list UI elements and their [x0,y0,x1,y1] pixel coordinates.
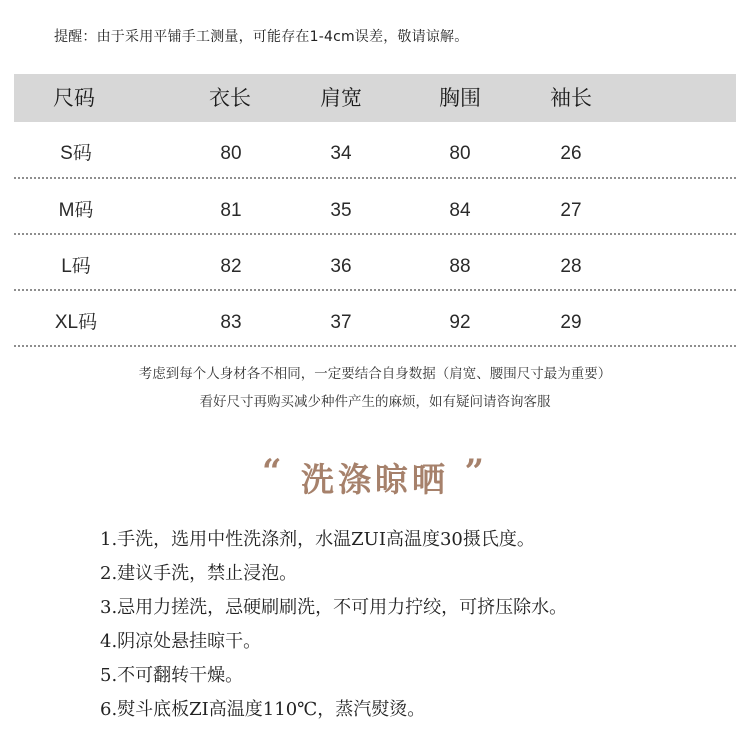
cell-shoulder: 37 [330,312,352,333]
wash-section-title [0,452,750,501]
cell-length: 80 [220,143,242,164]
list-item: 5.不可翻转干燥。 [100,665,244,686]
cell-shoulder: 35 [330,200,352,221]
table-row [14,235,736,291]
header-sleeve: 袖长 [550,86,592,110]
table-row [14,122,736,179]
cell-sleeve: 29 [560,312,582,333]
header-chest: 胸围 [439,86,481,110]
header-length: 衣长 [209,86,251,110]
cell-length: 83 [220,312,242,333]
cell-length: 82 [220,256,242,277]
size-table-header [14,74,736,122]
cell-chest: 84 [449,200,471,221]
cell-sleeve: 27 [560,200,582,221]
wash-instructions-list [100,526,567,730]
measurement-notice: 提醒：由于采用平铺手工测量，可能存在1-4cm误差，敬请谅解。 [54,29,469,45]
cell-chest: 80 [449,143,471,164]
cell-shoulder: 34 [330,143,352,164]
list-item: 1.手洗，选用中性洗涤剂，水温ZUI高温度30摄氏度。 [100,529,535,550]
cell-size: XL码 [54,312,98,333]
cell-chest: 88 [449,256,471,277]
table-row [14,179,736,235]
header-size: 尺码 [53,86,95,110]
size-table [14,74,736,347]
fit-advice-line-1: 考虑到每个人身材各不相同，一定要结合自身数据（肩宽、腰围尺寸最为重要） [138,366,612,382]
wash-title-text: 洗涤晾晒 [301,460,449,499]
fit-advice-line-2: 看好尺寸再购买减少种件产生的麻烦，如有疑问请咨询客服 [199,394,551,410]
list-item: 2.建议手洗，禁止浸泡。 [100,563,298,584]
open-quote: “ [261,452,286,492]
list-item: 3.忌用力搓洗，忌硬刷刷洗，不可用力拧绞，可挤压除水。 [100,597,568,618]
cell-sleeve: 28 [560,256,582,277]
cell-sleeve: 26 [560,143,582,164]
cell-size: L码 [61,256,91,277]
cell-shoulder: 36 [330,256,352,277]
cell-size: S码 [60,143,92,164]
cell-chest: 92 [449,312,471,333]
list-item: 4.阴凉处悬挂晾干。 [100,631,262,652]
table-row [14,291,736,347]
header-shoulder: 肩宽 [320,86,362,110]
cell-length: 81 [220,200,242,221]
close-quote: ” [464,452,489,492]
list-item: 6.熨斗底板ZI高温度110℃，蒸汽熨烫。 [100,699,426,720]
cell-size: M码 [58,200,94,221]
